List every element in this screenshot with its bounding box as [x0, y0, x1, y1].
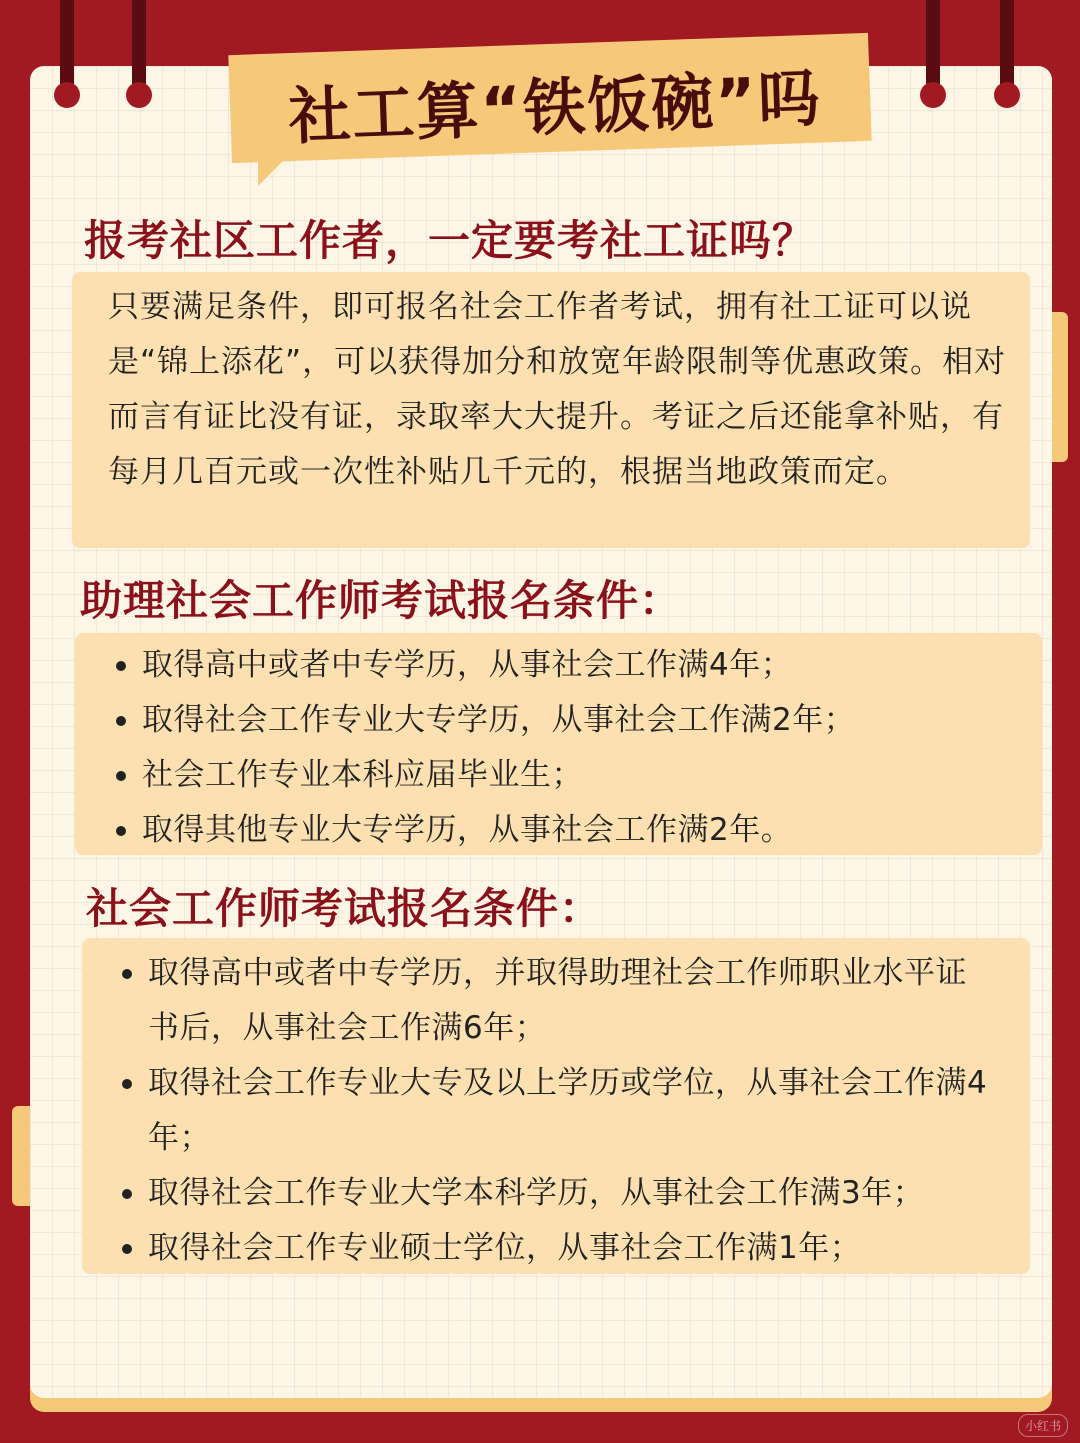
binder-hole-4: [994, 82, 1020, 108]
section-heading-cert-required: 报考社区工作者，一定要考社工证吗？: [84, 216, 816, 265]
watermark-logo: 小红书: [1018, 1414, 1068, 1437]
list-item: 社会工作专业本科应届毕业生；: [112, 748, 1032, 803]
binder-hole-3: [920, 82, 946, 108]
page-title: 社工算“铁饭碗”吗: [287, 61, 824, 154]
list-item: 取得其他专业大专学历，从事社会工作满2年。: [112, 803, 1032, 858]
binder-ring-1: [60, 0, 74, 95]
worker-conditions-list: [118, 946, 998, 1276]
list-item: 取得社会工作专业大学本科学历，从事社会工作满3年；: [118, 1166, 998, 1221]
section-heading-assistant-conditions: 助理社会工作师考试报名条件：: [80, 576, 683, 625]
binder-ring-2: [132, 0, 146, 95]
list-item: 取得社会工作专业硕士学位，从事社会工作满1年；: [118, 1221, 998, 1276]
list-item: 取得社会工作专业大专学历，从事社会工作满2年；: [112, 693, 1032, 748]
list-item: 取得社会工作专业大专及以上学历或学位，从事社会工作满4年；: [118, 1056, 998, 1166]
binder-ring-3: [926, 0, 940, 95]
section-heading-worker-conditions: 社会工作师考试报名条件：: [86, 884, 603, 933]
binder-hole-2: [126, 82, 152, 108]
section-paragraph: 只要满足条件，即可报名社会工作者考试，拥有社工证可以说是“锦上添花”，可以获得加分和放宽年龄限制等优惠政策。相对而言有证比没有证，录取率大大提升。考证之后还能拿补贴，有每月几百元或一次性补贴几千元的，根据当地政策而定。: [108, 289, 1007, 490]
list-item: 取得高中或者中专学历，从事社会工作满4年；: [112, 638, 1032, 693]
binder-ring-4: [1000, 0, 1014, 95]
binder-hole-1: [54, 82, 80, 108]
list-item: 取得高中或者中专学历，并取得助理社会工作师职业水平证书后，从事社会工作满6年；: [118, 946, 998, 1056]
assistant-conditions-list: [112, 638, 1032, 858]
